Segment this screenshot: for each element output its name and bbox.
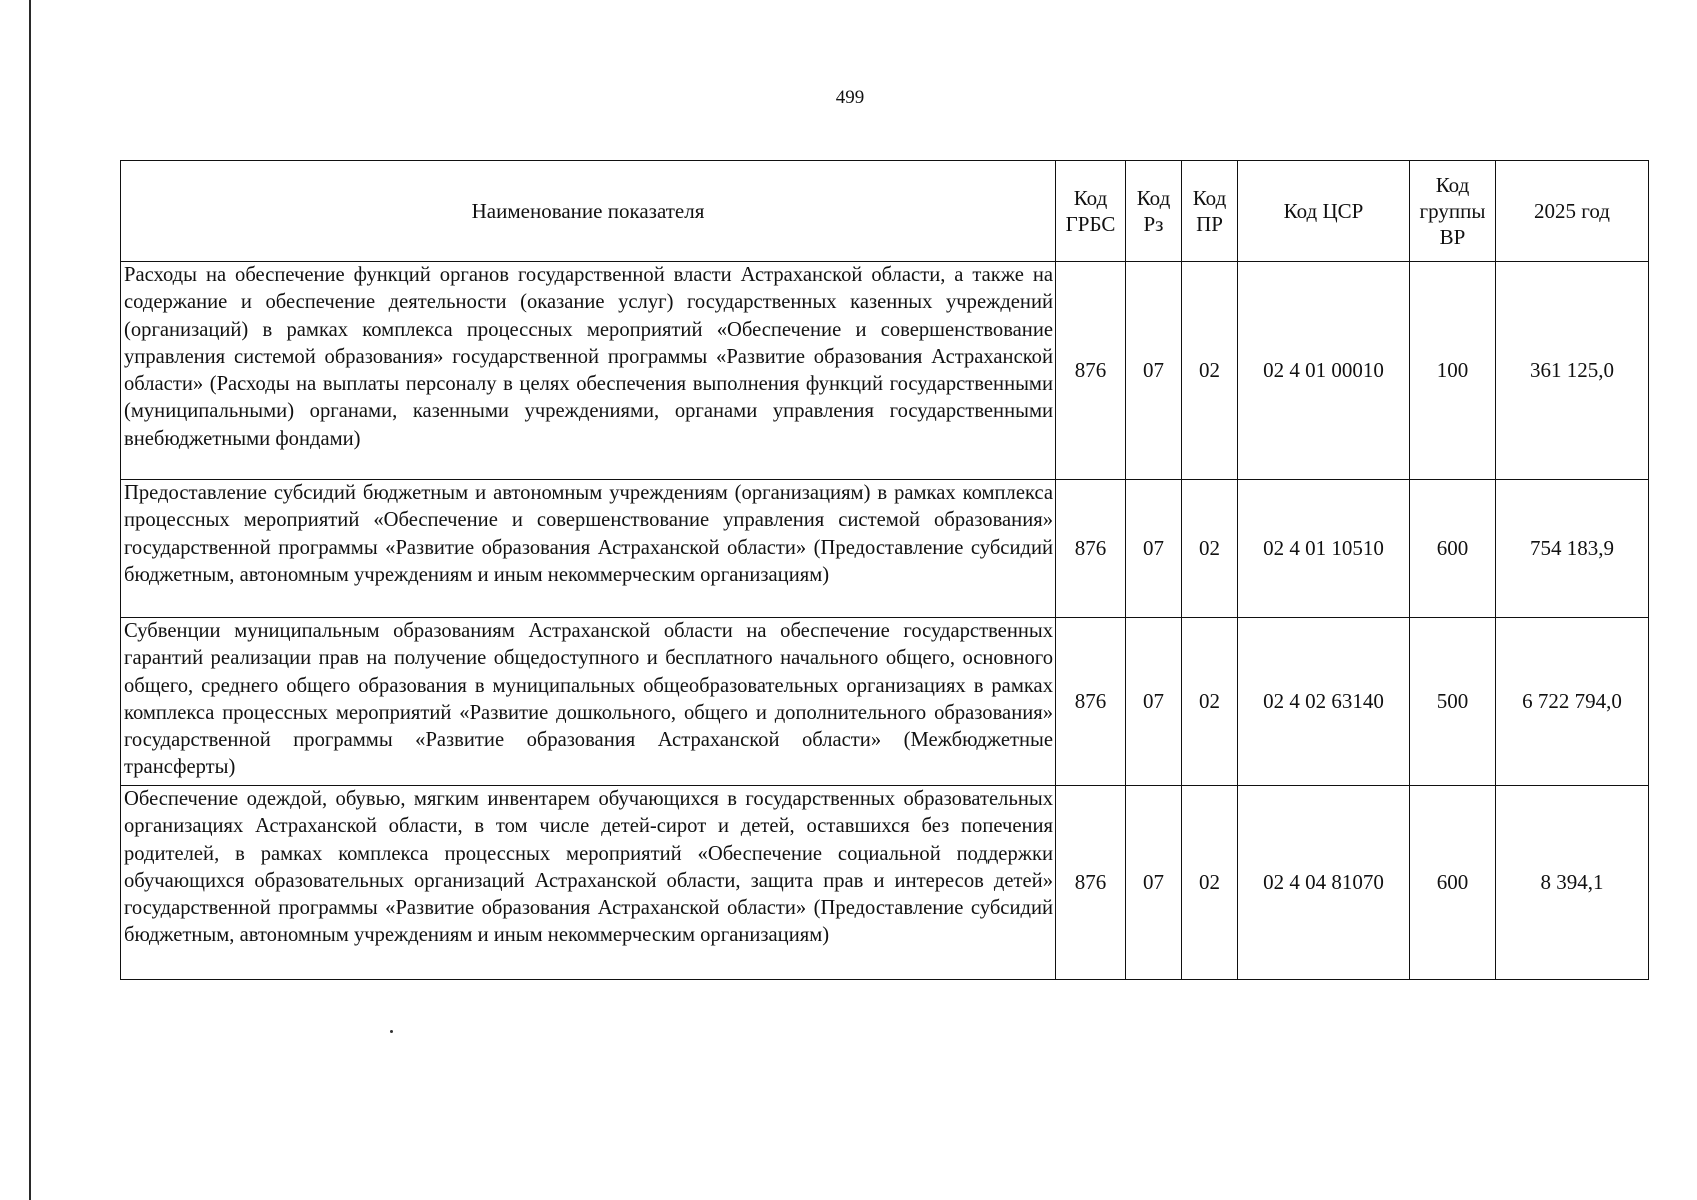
row-name: Предоставление субсидий бюджетным и автономным учреждениям (организациям) в рамках комплекса процессных мероприятий «Обеспечение и совершенствование управления системой образования» государственной программы «Развитие образования Астраханской области» (Предоставление субсидий бюджетным, автономным учреждениям и иным некоммерческим организациям) [121,480,1056,618]
header-row [121,161,1649,262]
row-pr: 02 [1182,480,1238,618]
row-pr: 02 [1182,786,1238,980]
row-grbs: 876 [1056,480,1126,618]
row-csr: 02 4 01 10510 [1238,480,1410,618]
header-pr: Код ПР [1182,161,1238,262]
row-grbs: 876 [1056,618,1126,786]
table-row [121,618,1649,786]
header-grbs: Код ГРБС [1056,161,1126,262]
row-grbs: 876 [1056,786,1126,980]
row-vr: 600 [1410,480,1496,618]
scan-edge-line [29,0,31,1200]
header-csr: Код ЦСР [1238,161,1410,262]
row-rz: 07 [1126,786,1182,980]
row-name: Обеспечение одеждой, обувью, мягким инвентарем обучающихся в государственных образовательных организациях Астраханской области, в том числе детей-сирот и детей, оставшихся без попечения родителей, в рамках комплекса процессных мероприятий «Обеспечение социальной поддержки обучающихся образовательных организаций Астраханской области, защита прав и интересов детей» государственной программы «Развитие образования Астраханской области» (Предоставление субсидий бюджетным, автономным учреждениям и иным некоммерческим организациям) [121,786,1056,980]
row-name: Субвенции муниципальным образованиям Астраханской области на обеспечение государственных гарантий реализации прав на получение общедоступного и бесплатного начального общего, основного общего, среднего общего образования в муниципальных общеобразовательных организациях в рамках комплекса процессных мероприятий «Развитие дошкольного, общего и дополнительного образования» государственной программы «Развитие образования Астраханской области» (Межбюджетные трансферты) [121,618,1056,786]
row-csr: 02 4 02 63140 [1238,618,1410,786]
page-number: 499 [835,87,865,108]
row-csr: 02 4 01 00010 [1238,262,1410,480]
row-rz: 07 [1126,480,1182,618]
header-name: Наименование показателя [121,161,1056,262]
table-row [121,262,1649,480]
budget-table [120,160,1649,980]
row-vr: 500 [1410,618,1496,786]
row-pr: 02 [1182,262,1238,480]
header-rz: Код Рз [1126,161,1182,262]
table-row [121,786,1649,980]
header-vr: Код группы ВР [1410,161,1496,262]
header-year: 2025 год [1496,161,1649,262]
scan-speck [390,1030,393,1033]
row-pr: 02 [1182,618,1238,786]
table-row [121,480,1649,618]
row-rz: 07 [1126,262,1182,480]
row-csr: 02 4 04 81070 [1238,786,1410,980]
row-amount: 8 394,1 [1496,786,1649,980]
row-grbs: 876 [1056,262,1126,480]
row-name: Расходы на обеспечение функций органов государственной власти Астраханской области, а также на содержание и обеспечение деятельности (оказание услуг) государственных казенных учреждений (организаций) в рамках комплекса процессных мероприятий «Обеспечение и совершенствование управления системой образования» государственной программы «Развитие образования Астраханской области» (Расходы на выплаты персоналу в целях обеспечения выполнения функций государственными (муниципальными) органами, казенными учреждениями, органами управления государственными внебюджетными фондами) [121,262,1056,480]
row-rz: 07 [1126,618,1182,786]
row-amount: 6 722 794,0 [1496,618,1649,786]
row-vr: 100 [1410,262,1496,480]
row-vr: 600 [1410,786,1496,980]
row-amount: 361 125,0 [1496,262,1649,480]
row-amount: 754 183,9 [1496,480,1649,618]
